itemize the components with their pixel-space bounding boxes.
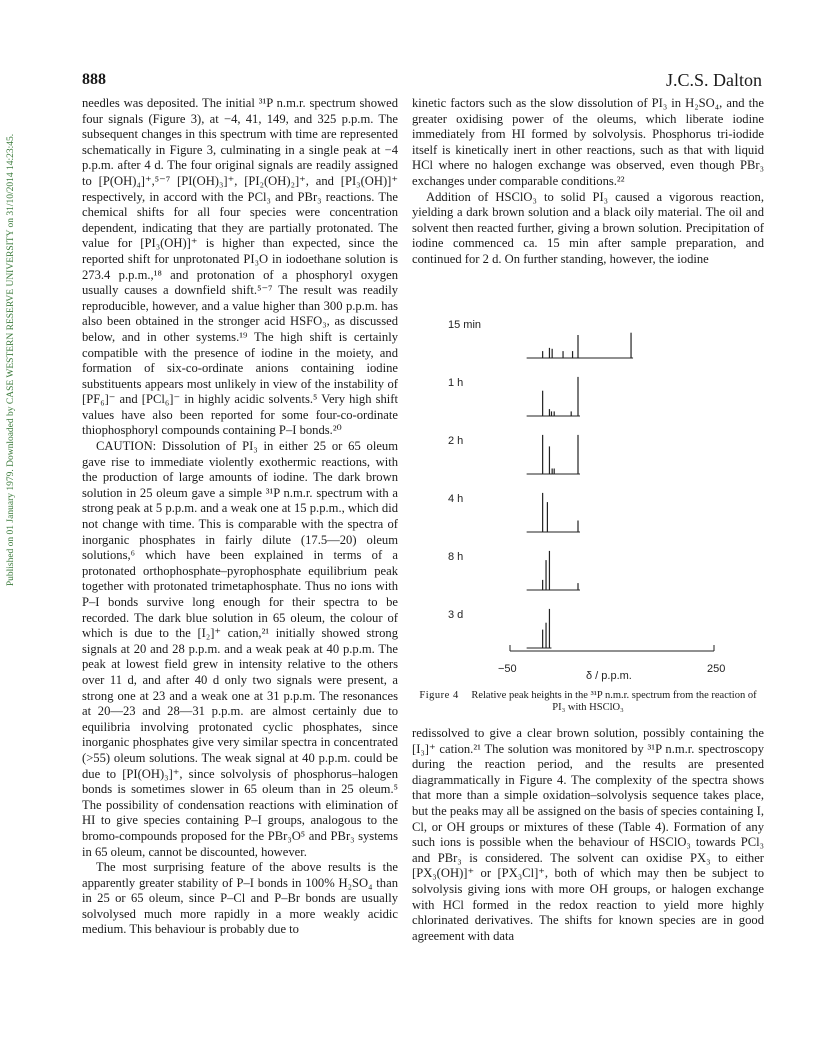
page-number: 888	[82, 71, 106, 88]
paragraph: The most surprising feature of the above results is the apparently greater stability of P–I bonds in 100% H₂SO₄ than in 25 or 65 oleum, since P–Cl and P–Br bonds are usually solvolysed much more rapidly in a more weakly acidic medium. This behaviour is probably due to	[82, 860, 398, 937]
paragraph: redissolved to give a clear brown solution, possibly containing the [I₃]⁺ cation.²¹ The solution was monitored by ³¹P n.m.r. spectroscopy during the reaction period, and the results are presented diagrammatically in Figure 4. The complexity of the spectra shows that more than a simple oxidation–solvolysis sequence takes place, but the peaks may all be assigned on the basis of species containing I, Cl, or OH groups or mixtures of these (Table 4). Formation of any such ions is possible when the behaviour of HSClO₃ towards PCl₃ and PBr₃ is considered. The solvent can oxidise PX₃ to either [PX₃(OH)]⁺ or [PX₃Cl]⁺, both of which may then be subject to solvolysis giving ions with more OH groups, or halogen exchange with HCl formed in the redox reaction to yield more highly chlorinated derivatives. The shifts for known species are in good agreement with data	[412, 726, 764, 943]
panel-label: 1 h	[448, 377, 464, 389]
paragraph: kinetic factors such as the slow dissolution of PI₃ in H₂SO₄, and the greater oxidising power of the oleums, which liberate iodine immediately from HI formed by solvolysis. Phosphorus tri-iodide itself is kinetically inert in other reactions, such as that with liquid HCl where no halogen exchange was observed, even though PBr₃ exchanges under comparable conditions.²²	[412, 96, 764, 188]
right-column-bottom	[412, 726, 764, 944]
panel-label: 3 d	[448, 609, 464, 621]
nmr-figure	[412, 300, 764, 685]
figure-caption	[412, 690, 764, 714]
panel-label: 8 h	[448, 551, 464, 563]
publication-sidebar	[4, 60, 18, 660]
publication-notice: Published on 01 January 1979. Downloaded by CASE WESTERN RESERVE UNIVERSITY on 31/10/2014 14:23:45.	[6, 133, 16, 587]
axis-max-label: 250	[707, 663, 726, 675]
paragraph: needles was deposited. The initial ³¹P n.m.r. spectrum showed four signals (Figure 3), at −4, 41, 149, and 325 p.p.m. The subsequent changes in this spectrum with time are represented schematically in Figure 3, culminating in a single peak at −4 p.p.m. after 4 d. The four original signals are readily assigned to [P(OH)₄]⁺,⁵⁻⁷ [PI(OH)₃]⁺, [PI₂(OH)₂]⁺, and [PI₃(OH)]⁺ respectively, in accord with the PCl₃ and PBr₃ reactions. The chemical shifts for all four species were concentration dependent, indicating that they are partially protonated. The value for [PI₃(OH)]⁺ is higher than expected, since the reported shift for unprotonated PI₃O in iodoethane solution is 273.4 p.p.m.,¹⁸ and protonation of a phosphoryl oxygen usually causes a downfield shift.⁵⁻⁷ The result was readily reproducible, however, and a value higher than 300 p.p.m. has also been obtained in the stronger acid HSFO₃, as discussed below, and in other systems.¹⁹ The high shift is certainly compatible with the presence of iodine in the moiety, and formation of six-co-ordinate anions containing iodine substituents appears most unlikely in view of the instability of [PF₆]⁻ and [PCl₆]⁻ in highly acidic solvents.⁵ Very high shift values have also been reported for some four-co-ordinate thiophosphoryl compounds containing P–I bonds.²⁰	[82, 96, 398, 438]
x-axis	[498, 645, 725, 682]
caption-label: Figure 4	[419, 690, 459, 701]
right-column-top	[412, 96, 764, 268]
left-column	[82, 96, 398, 938]
paragraph: CAUTION: Dissolution of PI₃ in either 25 or 65 oleum gave rise to immediate violently exothermic reactions, with the production of large amounts of iodine. The dark brown solution in 25 oleum gave a simple ³¹P n.m.r. spectrum with a strong peak at 5 p.p.m. and a weak one at 15 p.p.m., which did not change with time. This is comparable with the spectra of inorganic phosphates in fairly dilute (17.5—20) oleum solutions,⁶ which have been explained in terms of a protonated orthophosphate–pyrophosphate equilibrium peak together with protonated trimetaphosphate. Thus no ions with P–I bonds survive long enough for their spectra to be recorded. The dark blue solution in 65 oleum, the colour of which is due to the [I₂]⁺ cation,²¹ initially showed strong signals at 20 and 28 p.p.m. and a weak peak at 40 p.p.m. The peak at lowest field grew in intensity relative to the others over 11 d, and after 40 d only two signals were present, a strong one at 23 and a weak one at 31 p.p.m. The resonances at 20—23 and 28—31 p.p.m. are almost certainly due to equilibria involving protonated cyclic phosphates, since inorganic phosphates give very similar spectra in concentrated (>55) oleum solutions. The weak signal at 40 p.p.m. could be due to [PI(OH)₃]⁺, since solvolysis of phosphorus–halogen bonds is sometimes slower in 65 oleum than in 25 oleum.⁵ The possibility of condensation reactions with elimination of HI to give species containing P–I groups, analogous to the bromo-compounds proposed for the PBr₃O⁵ and PBr₃ systems in 65 oleum, cannot be discounted, however.	[82, 439, 398, 859]
axis-unit-label: δ / p.p.m.	[586, 670, 632, 682]
caption-text: Relative peak heights in the ³¹P n.m.r. spectrum from the reaction of PI₃ with HSClO₃	[471, 690, 757, 713]
panel-label: 4 h	[448, 493, 464, 505]
spectra-panels	[448, 319, 633, 648]
panel-label: 2 h	[448, 435, 464, 447]
panel-label: 15 min	[448, 319, 482, 331]
running-head: J.C.S. Dalton	[665, 70, 762, 90]
paragraph: Addition of HSClO₃ to solid PI₃ caused a vigorous reaction, yielding a dark brown solution and a black oily material. The oil and solvent then reacted further, giving a brown solution. Precipitation of iodine commenced ca. 15 min after sample preparation, and continued for 2 d. On further standing, however, the iodine	[412, 189, 764, 266]
axis-min-label: −50	[498, 663, 517, 675]
